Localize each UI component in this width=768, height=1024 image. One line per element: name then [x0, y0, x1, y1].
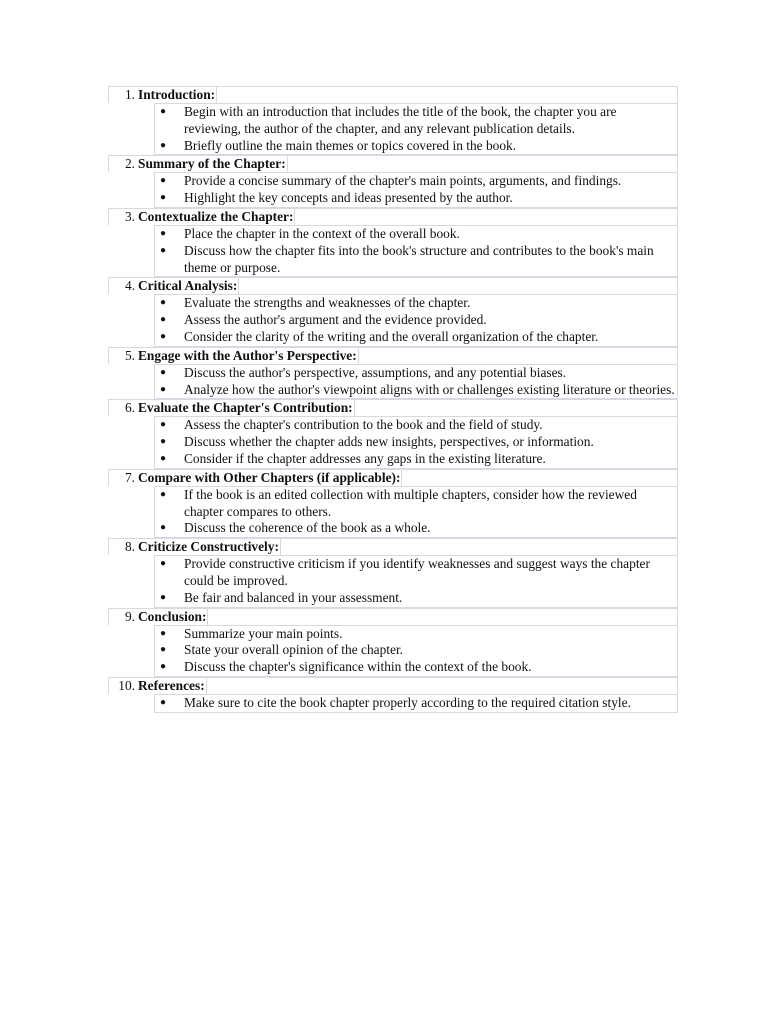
section-heading-row	[108, 469, 678, 486]
bullet-icon: ●	[159, 522, 167, 534]
bullet-text: Begin with an introduction that includes the title of the book, the chapter you are reviewing, the author of the chapter, and any relevant publication details.	[184, 104, 617, 136]
bullet-list	[154, 694, 678, 713]
bullet-text: Provide a concise summary of the chapter's main points, arguments, and findings.	[184, 173, 622, 189]
bullet-list-item	[155, 520, 677, 537]
bullet-text: Be fair and balanced in your assessment.	[184, 589, 403, 605]
bullet-list-item	[155, 365, 677, 382]
bullet-icon: ●	[159, 696, 167, 708]
bullet-text: Evaluate the strengths and weaknesses of the chapter.	[184, 295, 471, 311]
bullet-text: Discuss how the chapter fits into the book's structure and contributes to the book's main theme or purpose.	[184, 242, 654, 275]
section-heading-row	[108, 277, 678, 294]
section-title: Contextualize the Chapter:	[138, 208, 294, 224]
bullet-text: Discuss the chapter's significance within the context of the book.	[184, 659, 532, 675]
bullet-text: If the book is an edited collection with multiple chapters, consider how the reviewed chapter compares to others.	[184, 486, 637, 519]
bullet-list	[154, 625, 678, 677]
bullet-list	[154, 486, 678, 538]
section-number: 6.	[124, 400, 135, 416]
bullet-icon: ●	[159, 175, 167, 187]
bullet-list-item	[155, 487, 677, 521]
section-heading-row	[108, 208, 678, 225]
bullet-list-item	[155, 695, 677, 712]
bullet-text: Assess the chapter's contribution to the book and the field of study.	[184, 417, 543, 433]
bullet-list-item	[155, 451, 677, 468]
bullet-icon: ●	[159, 591, 167, 603]
outline-section	[108, 277, 678, 346]
bullet-icon: ●	[159, 644, 167, 656]
bullet-list-item	[155, 138, 677, 155]
bullet-icon: ●	[159, 139, 167, 151]
bullet-list	[154, 416, 678, 468]
bullet-text: Summarize your main points.	[184, 625, 343, 641]
section-title: Introduction:	[138, 87, 216, 102]
bullet-list-item	[155, 295, 677, 312]
bullet-list	[154, 103, 678, 155]
bullet-list-item	[155, 556, 677, 590]
bullet-list-item	[155, 417, 677, 434]
section-title: Engage with the Author's Perspective:	[138, 347, 357, 363]
bullet-list-item	[155, 642, 677, 659]
bullet-icon: ●	[159, 330, 167, 342]
bullet-text: Consider the clarity of the writing and the overall organization of the chapter.	[184, 328, 599, 344]
section-title: Conclusion:	[138, 608, 207, 624]
bullet-text: Briefly outline the main themes or topics covered in the book.	[184, 137, 517, 153]
section-heading-row	[108, 86, 678, 103]
bullet-list-item	[155, 590, 677, 607]
bullet-icon: ●	[159, 383, 167, 395]
bullet-icon: ●	[159, 488, 167, 500]
bullet-text: Discuss the coherence of the book as a whole.	[184, 520, 431, 536]
section-number: 9.	[124, 608, 135, 624]
bullet-text: Place the chapter in the context of the overall book.	[184, 225, 460, 241]
outline-section	[108, 155, 678, 208]
section-number: 2.	[124, 156, 135, 172]
section-heading-row	[108, 608, 678, 625]
section-heading-row	[108, 399, 678, 416]
bullet-list-item	[155, 659, 677, 676]
bullet-icon: ●	[159, 558, 167, 570]
outline-section	[108, 608, 678, 677]
section-number: 4.	[124, 278, 135, 294]
outline-section	[108, 677, 678, 713]
section-heading-row	[108, 677, 678, 694]
bullet-list-item	[155, 434, 677, 451]
section-title: Evaluate the Chapter's Contribution:	[138, 400, 353, 416]
bullet-text: Discuss the author's perspective, assumptions, and any potential biases.	[184, 364, 567, 380]
outline-section	[108, 208, 678, 277]
bullet-icon: ●	[159, 106, 167, 117]
bullet-icon: ●	[159, 436, 167, 448]
bullet-list	[154, 225, 678, 277]
section-number: 5.	[124, 347, 135, 363]
section-heading-row	[108, 347, 678, 364]
bullet-list-item	[155, 312, 677, 329]
section-title: References:	[138, 677, 205, 693]
section-number: 10.	[118, 677, 135, 693]
bullet-text: Provide constructive criticism if you identify weaknesses and suggest ways the chapter could be improved.	[184, 556, 650, 588]
outline-section	[108, 399, 678, 468]
bullet-list-item	[155, 329, 677, 346]
bullet-icon: ●	[159, 661, 167, 673]
bullet-text: Consider if the chapter addresses any gaps in the existing literature.	[184, 450, 546, 466]
document-outline	[108, 86, 678, 713]
section-title: Criticize Constructively:	[138, 539, 279, 555]
bullet-list	[154, 555, 678, 607]
section-number: 3.	[124, 208, 135, 224]
outline-section	[108, 86, 678, 155]
section-number: 7.	[124, 469, 135, 485]
bullet-list-item	[155, 226, 677, 243]
bullet-text: Highlight the key concepts and ideas presented by the author.	[184, 190, 513, 206]
bullet-icon: ●	[159, 244, 167, 256]
bullet-list-item	[155, 626, 677, 643]
bullet-icon: ●	[159, 452, 167, 464]
bullet-list-item	[155, 104, 677, 138]
bullet-list-item	[155, 382, 677, 399]
section-heading-row	[108, 155, 678, 172]
bullet-icon: ●	[159, 227, 167, 239]
bullet-text: Discuss whether the chapter adds new insights, perspectives, or information.	[184, 434, 594, 450]
bullet-text: Assess the author's argument and the evidence provided.	[184, 312, 487, 328]
bullet-list-item	[155, 173, 677, 190]
bullet-icon: ●	[159, 192, 167, 204]
bullet-list-item	[155, 190, 677, 207]
bullet-text: State your overall opinion of the chapter.	[184, 642, 404, 658]
bullet-list	[154, 364, 678, 400]
section-title: Summary of the Chapter:	[138, 156, 286, 172]
bullet-list	[154, 172, 678, 208]
section-heading-row	[108, 538, 678, 555]
section-title: Critical Analysis:	[138, 278, 238, 294]
bullet-list-item	[155, 243, 677, 277]
bullet-icon: ●	[159, 314, 167, 326]
bullet-icon: ●	[159, 419, 167, 431]
bullet-text: Analyze how the author's viewpoint aligns with or challenges existing literature or theories.	[184, 381, 675, 397]
outline-section	[108, 469, 678, 538]
section-number: 8.	[124, 539, 135, 555]
outline-section	[108, 347, 678, 400]
bullet-list	[154, 294, 678, 346]
bullet-icon: ●	[159, 297, 167, 309]
outline-section	[108, 538, 678, 607]
section-title: Compare with Other Chapters (if applicable):	[138, 469, 401, 485]
bullet-text: Make sure to cite the book chapter properly according to the required citation style.	[184, 694, 631, 710]
bullet-icon: ●	[159, 366, 167, 378]
bullet-icon: ●	[159, 627, 167, 639]
section-number: 1.	[124, 87, 135, 102]
